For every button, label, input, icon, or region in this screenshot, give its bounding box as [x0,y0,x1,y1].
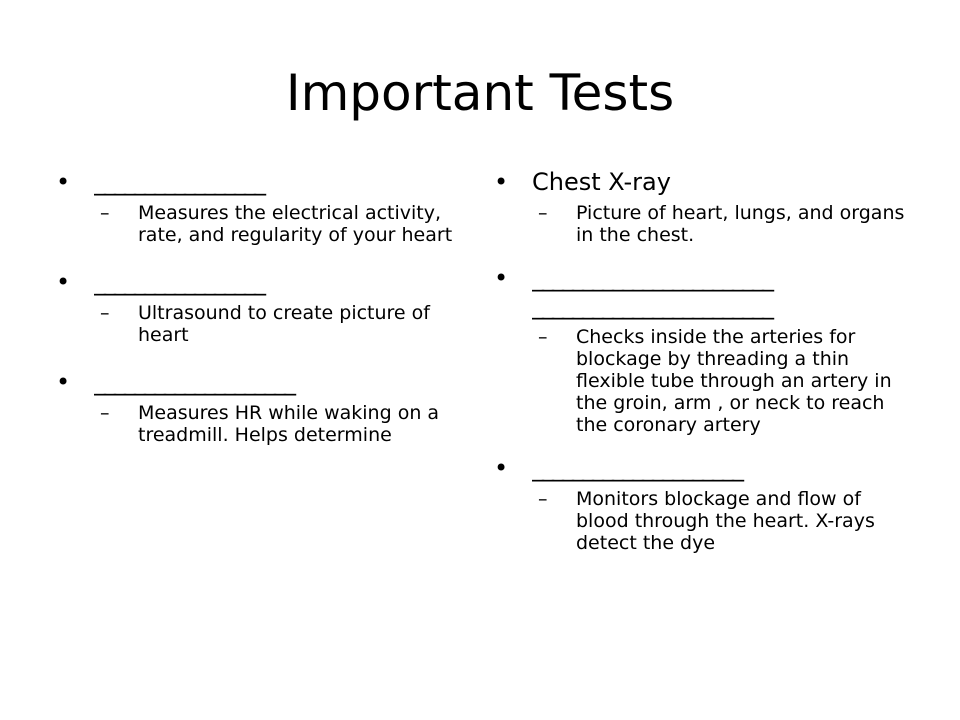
dash-glyph: – [538,326,548,348]
bullet-item [56,268,456,296]
right-column [494,168,914,554]
sub-bullet-text: Measures HR while waking on a treadmill. Helps determine [138,402,440,446]
bullet-glyph: • [494,454,509,482]
sub-bullet-text: Picture of heart, lungs, and organs in the chest. [576,202,905,246]
bullet-glyph: • [56,168,71,196]
blank-heading: ____________________ [94,368,294,396]
sub-bullet-text: Checks inside the arteries for blockage by threading a thin flexible tube through an artery in the groin, arm , or neck to reach the coronary artery [576,326,892,436]
bullet-glyph: • [494,264,509,292]
sub-bullet-text: Monitors blockage and flow of blood through the heart. X-rays detect the dye [576,488,875,554]
dash-glyph: – [100,202,110,224]
bullet-heading: Chest X-ray [532,168,671,196]
blank-heading-line-2: ________________________ [532,292,772,320]
sub-bullet-text: Ultrasound to create picture of heart [138,302,430,346]
sub-bullet-text: Measures the electrical activity, rate, and regularity of your heart [138,202,453,246]
sub-bullet [56,202,456,246]
left-column [56,168,456,446]
bullet-item [494,264,914,320]
slide-title: Important Tests [285,64,675,122]
bullet-item [494,454,914,482]
sub-bullet [494,326,914,436]
blank-heading-line-1: ________________________ [532,264,772,292]
sub-bullet [494,202,914,246]
bullet-item [56,168,456,196]
dash-glyph: – [538,202,548,224]
bullet-glyph: • [56,368,71,396]
bullet-item [56,368,456,396]
bullet-item [494,168,914,196]
blank-heading: _________________ [94,168,264,196]
bullet-glyph: • [494,168,509,196]
dash-glyph: – [100,402,110,424]
blank-heading: _________________ [94,268,264,296]
sub-bullet [494,488,914,554]
sub-bullet [56,402,456,446]
sub-bullet [56,302,456,346]
dash-glyph: – [100,302,110,324]
blank-heading: _____________________ [532,454,742,482]
bullet-glyph: • [56,268,71,296]
dash-glyph: – [538,488,548,510]
